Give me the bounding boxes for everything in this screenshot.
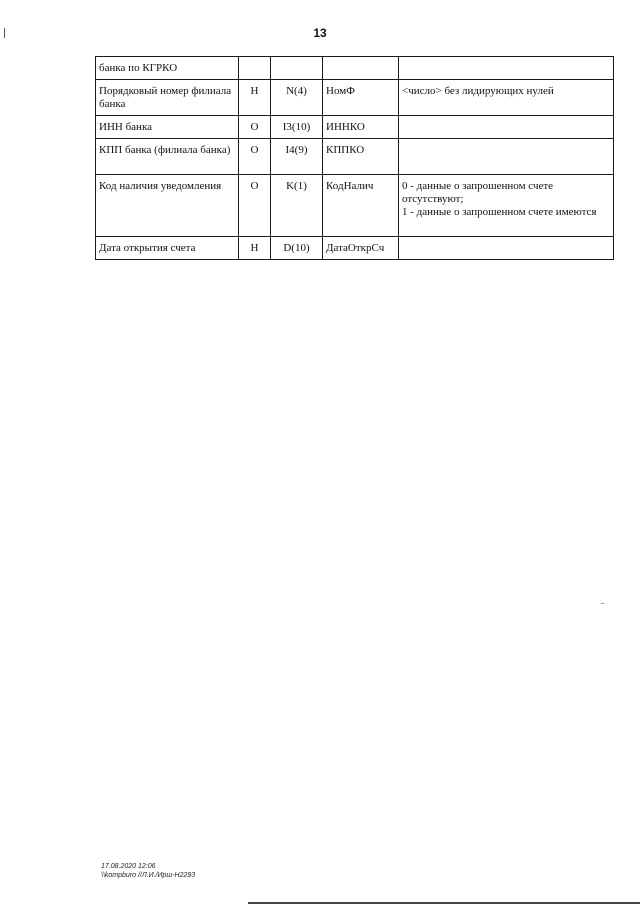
table-row xyxy=(96,237,614,260)
field-name-cell: Код наличия уведомления xyxy=(96,175,239,237)
requirement-cell: Н xyxy=(239,80,271,116)
requirement-cell: О xyxy=(239,116,271,139)
field-name-cell: Порядковый номер филиала банка xyxy=(96,80,239,116)
code-cell: ДатаОткрСч xyxy=(323,237,399,260)
requirement-cell: О xyxy=(239,139,271,175)
note-line: <число> без лидирующих нулей xyxy=(402,85,554,97)
table-row xyxy=(96,80,614,116)
table-row xyxy=(96,57,614,80)
format-cell: K(1) xyxy=(271,175,323,237)
scan-speck xyxy=(601,603,604,604)
code-cell xyxy=(323,57,399,80)
notes-cell xyxy=(399,57,614,80)
field-name-cell: ИНН банка xyxy=(96,116,239,139)
notes-cell xyxy=(399,80,614,116)
note-line: 0 - данные о запрошенном счете отсутствуют; xyxy=(402,180,554,205)
notes-cell xyxy=(399,116,614,139)
footer-path: \\kompburo //Л.И./Ирш-Н2293 xyxy=(101,872,196,879)
format-cell: I4(9) xyxy=(271,139,323,175)
fields-table xyxy=(95,56,614,260)
code-cell: КодНалич xyxy=(323,175,399,237)
field-name-cell: банка по КГРКО xyxy=(96,57,239,80)
code-cell: КППКО xyxy=(323,139,399,175)
table-row xyxy=(96,139,614,175)
table-row xyxy=(96,175,614,237)
format-cell: I3(10) xyxy=(271,116,323,139)
field-name-cell: Дата открытия счета xyxy=(96,237,239,260)
notes-cell xyxy=(399,175,614,237)
code-cell: ИННКО xyxy=(323,116,399,139)
footer-stamp xyxy=(101,862,195,880)
field-name-cell: КПП банка (филиала банка) xyxy=(96,139,239,175)
format-cell: N(4) xyxy=(271,80,323,116)
code-cell: НомФ xyxy=(323,80,399,116)
requirement-cell: Н xyxy=(239,237,271,260)
notes-cell xyxy=(399,139,614,175)
notes-cell xyxy=(399,237,614,260)
note-line: 1 - данные о запрошенном счете имеются xyxy=(402,206,597,218)
format-cell: D(10) xyxy=(271,237,323,260)
format-cell xyxy=(271,57,323,80)
table-row xyxy=(96,116,614,139)
scan-bottom-edge xyxy=(248,902,640,904)
page-number: 13 xyxy=(313,26,327,40)
requirement-cell xyxy=(239,57,271,80)
requirement-cell: О xyxy=(239,175,271,237)
footer-date: 17.08.2020 12:06 xyxy=(101,863,156,870)
